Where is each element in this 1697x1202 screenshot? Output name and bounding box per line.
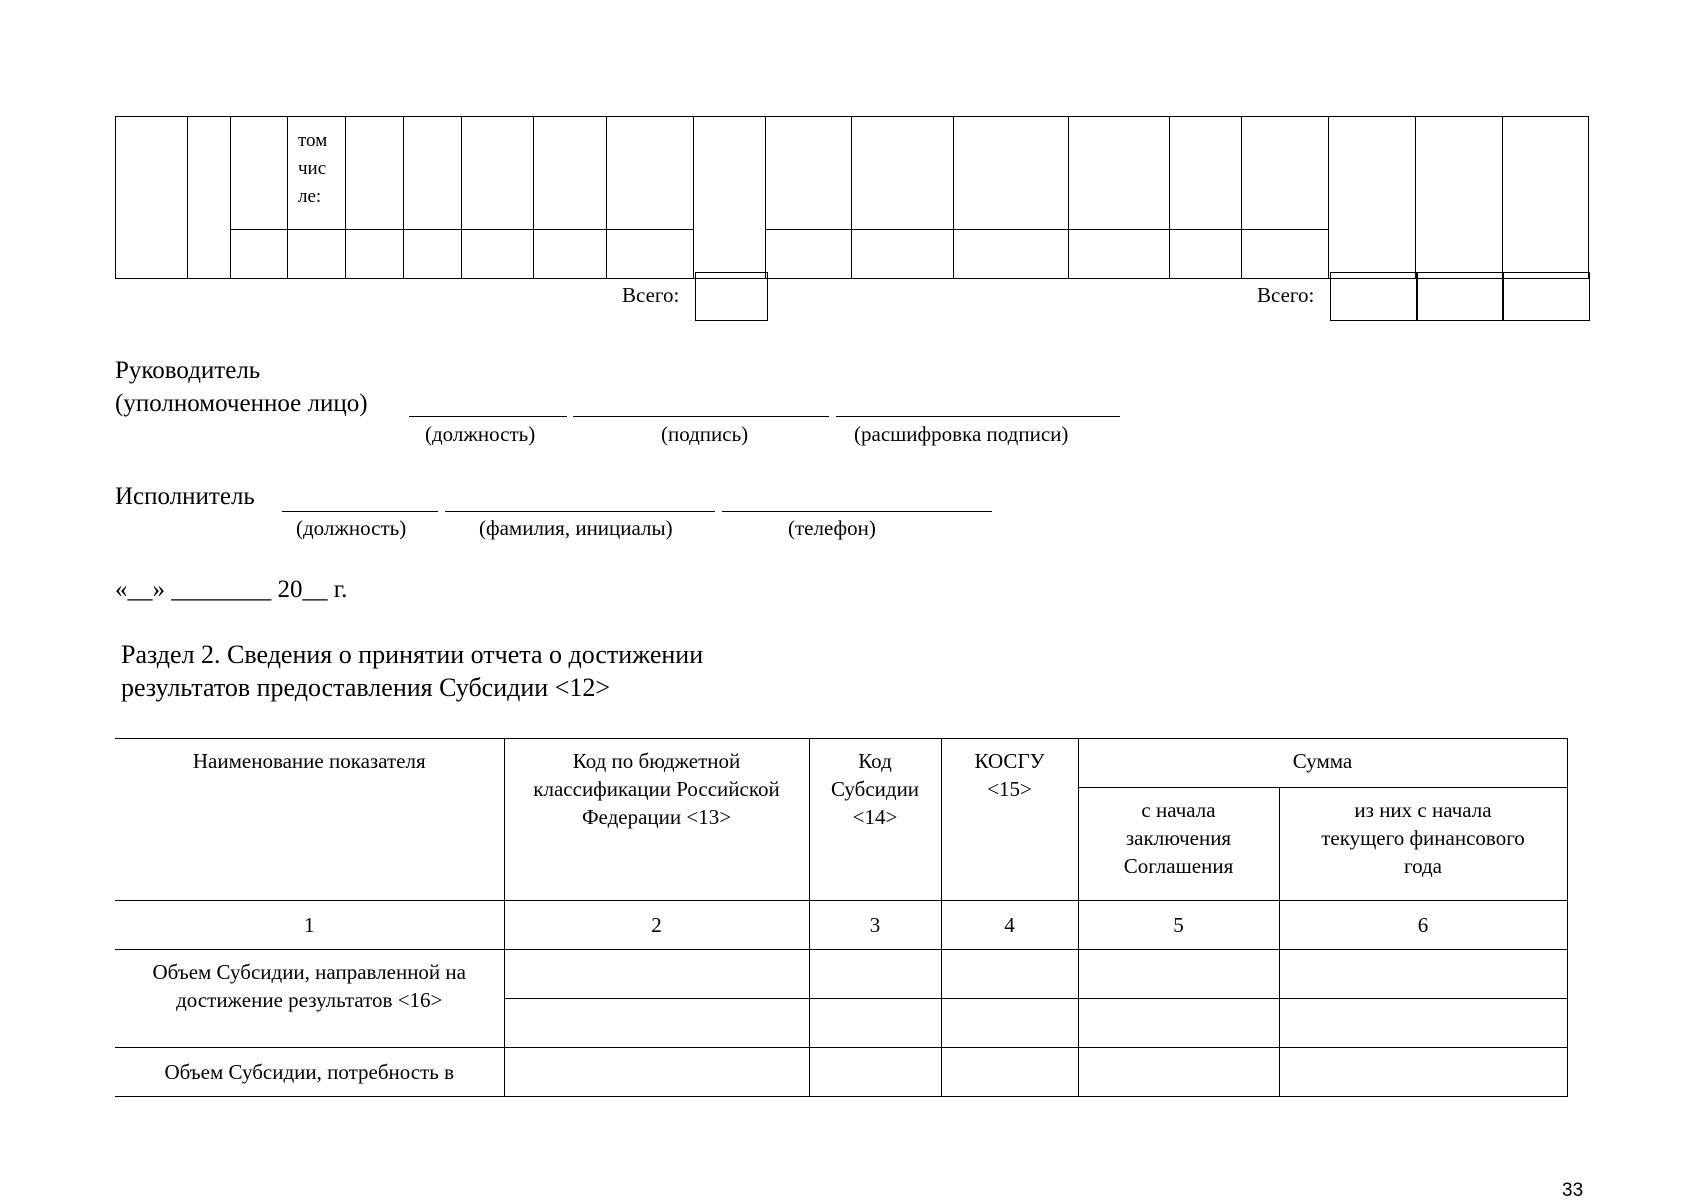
table-cell — [941, 1048, 1078, 1097]
position-line — [409, 416, 567, 417]
table-cell — [809, 999, 941, 1048]
executor-phone-line — [722, 511, 992, 512]
header-amount: Сумма — [1078, 739, 1567, 788]
table-cell — [1242, 230, 1329, 279]
table-cell — [852, 117, 954, 230]
header-budget-code: Код по бюджетной классификации Российской Федерации <13> — [504, 739, 809, 901]
executor-position-caption: (должность) — [296, 516, 407, 540]
total-cell — [1330, 272, 1418, 321]
table-cell — [766, 117, 852, 230]
total-cell — [1416, 272, 1504, 321]
signature-line — [573, 416, 829, 417]
row-label-directed-subsidy: Объем Субсидии, направленной на достижение результатов <16> — [115, 950, 504, 1048]
section-title: Раздел 2. Сведения о принятии отчета о достижении — [121, 640, 704, 669]
total-label: Всего: — [622, 283, 680, 307]
table-cell — [1279, 950, 1567, 999]
table-cell — [1242, 117, 1329, 230]
table-cell — [1279, 999, 1567, 1048]
table-cell — [534, 117, 607, 230]
table-cell — [534, 230, 607, 279]
table-cell — [1069, 117, 1170, 230]
head-label: Руководитель — [115, 357, 261, 384]
signature-decoding-line — [836, 416, 1120, 417]
table-cell — [1078, 1048, 1279, 1097]
header-since-agreement: с начала заключения Соглашения — [1078, 788, 1279, 901]
table-cell — [116, 117, 188, 279]
table-cell — [504, 999, 809, 1048]
column-number: 4 — [941, 901, 1078, 950]
executor-name-caption: (фамилия, инициалы) — [479, 516, 673, 540]
table-cell — [462, 230, 534, 279]
column-number: 3 — [809, 901, 941, 950]
signature-caption: (подпись) — [661, 422, 749, 446]
table-cell — [607, 230, 694, 279]
table-cell — [188, 117, 231, 279]
table-cell — [504, 950, 809, 999]
table-cell — [231, 117, 288, 230]
column-number: 2 — [504, 901, 809, 950]
executor-position-line — [282, 511, 438, 512]
table-cell — [766, 230, 852, 279]
table-cell — [1503, 117, 1589, 279]
section-title-continued: результатов предоставления Субсидии <12> — [121, 673, 611, 702]
table-cell — [504, 1048, 809, 1097]
table-cell — [1170, 230, 1242, 279]
table-cell — [1069, 230, 1170, 279]
table-cell — [941, 999, 1078, 1048]
table-cell — [954, 117, 1069, 230]
table-cell — [809, 950, 941, 999]
column-number: 5 — [1078, 901, 1279, 950]
header-since-fin-year: из них с начала текущего финансового года — [1279, 788, 1567, 901]
table-cell — [346, 230, 404, 279]
executor-label: Исполнитель — [115, 483, 255, 510]
position-caption: (должность) — [425, 422, 536, 446]
column-number: 6 — [1279, 901, 1567, 950]
authorized-person-label: (уполномоченное лицо) — [115, 390, 368, 417]
table-cell — [809, 1048, 941, 1097]
table-cell — [852, 230, 954, 279]
table-cell — [941, 950, 1078, 999]
table-cell — [694, 117, 766, 279]
signature-decoding-caption: (расшифровка подписи) — [854, 422, 1069, 446]
total-label: Всего: — [1257, 283, 1315, 307]
table-cell — [607, 117, 694, 230]
header-indicator-name: Наименование показателя — [115, 739, 504, 901]
table-cell — [404, 117, 462, 230]
date-line: «__» ________ 20__ г. — [115, 576, 348, 603]
table-cell — [1329, 117, 1416, 279]
total-cell — [1502, 272, 1590, 321]
table-cell — [1279, 1048, 1567, 1097]
page-number: 33 — [1562, 1180, 1584, 1201]
subsidy-acceptance-table — [115, 738, 1568, 1097]
in-that-number-cell — [288, 117, 346, 230]
in-that-number-line: ле: — [298, 186, 322, 207]
header-subsidy-code: Код Субсидии <14> — [809, 739, 941, 901]
table-cell — [1078, 950, 1279, 999]
row-label-subsidy-need: Объем Субсидии, потребность в — [115, 1048, 504, 1097]
executor-name-line — [445, 511, 715, 512]
table-cell — [231, 230, 288, 279]
table-cell — [1416, 117, 1503, 279]
column-number: 1 — [115, 901, 504, 950]
table-cell — [1078, 999, 1279, 1048]
table-cell — [462, 117, 534, 230]
table-cell — [404, 230, 462, 279]
continuation-table — [115, 116, 1589, 279]
table-cell — [1170, 117, 1242, 230]
table-cell — [954, 230, 1069, 279]
in-that-number-line: чис — [298, 158, 327, 179]
header-kosgu: КОСГУ <15> — [941, 739, 1078, 901]
total-cell — [695, 272, 768, 321]
table-cell — [288, 230, 346, 279]
executor-phone-caption: (телефон) — [788, 516, 876, 540]
in-that-number-line: том — [298, 130, 328, 151]
table-cell — [346, 117, 404, 230]
